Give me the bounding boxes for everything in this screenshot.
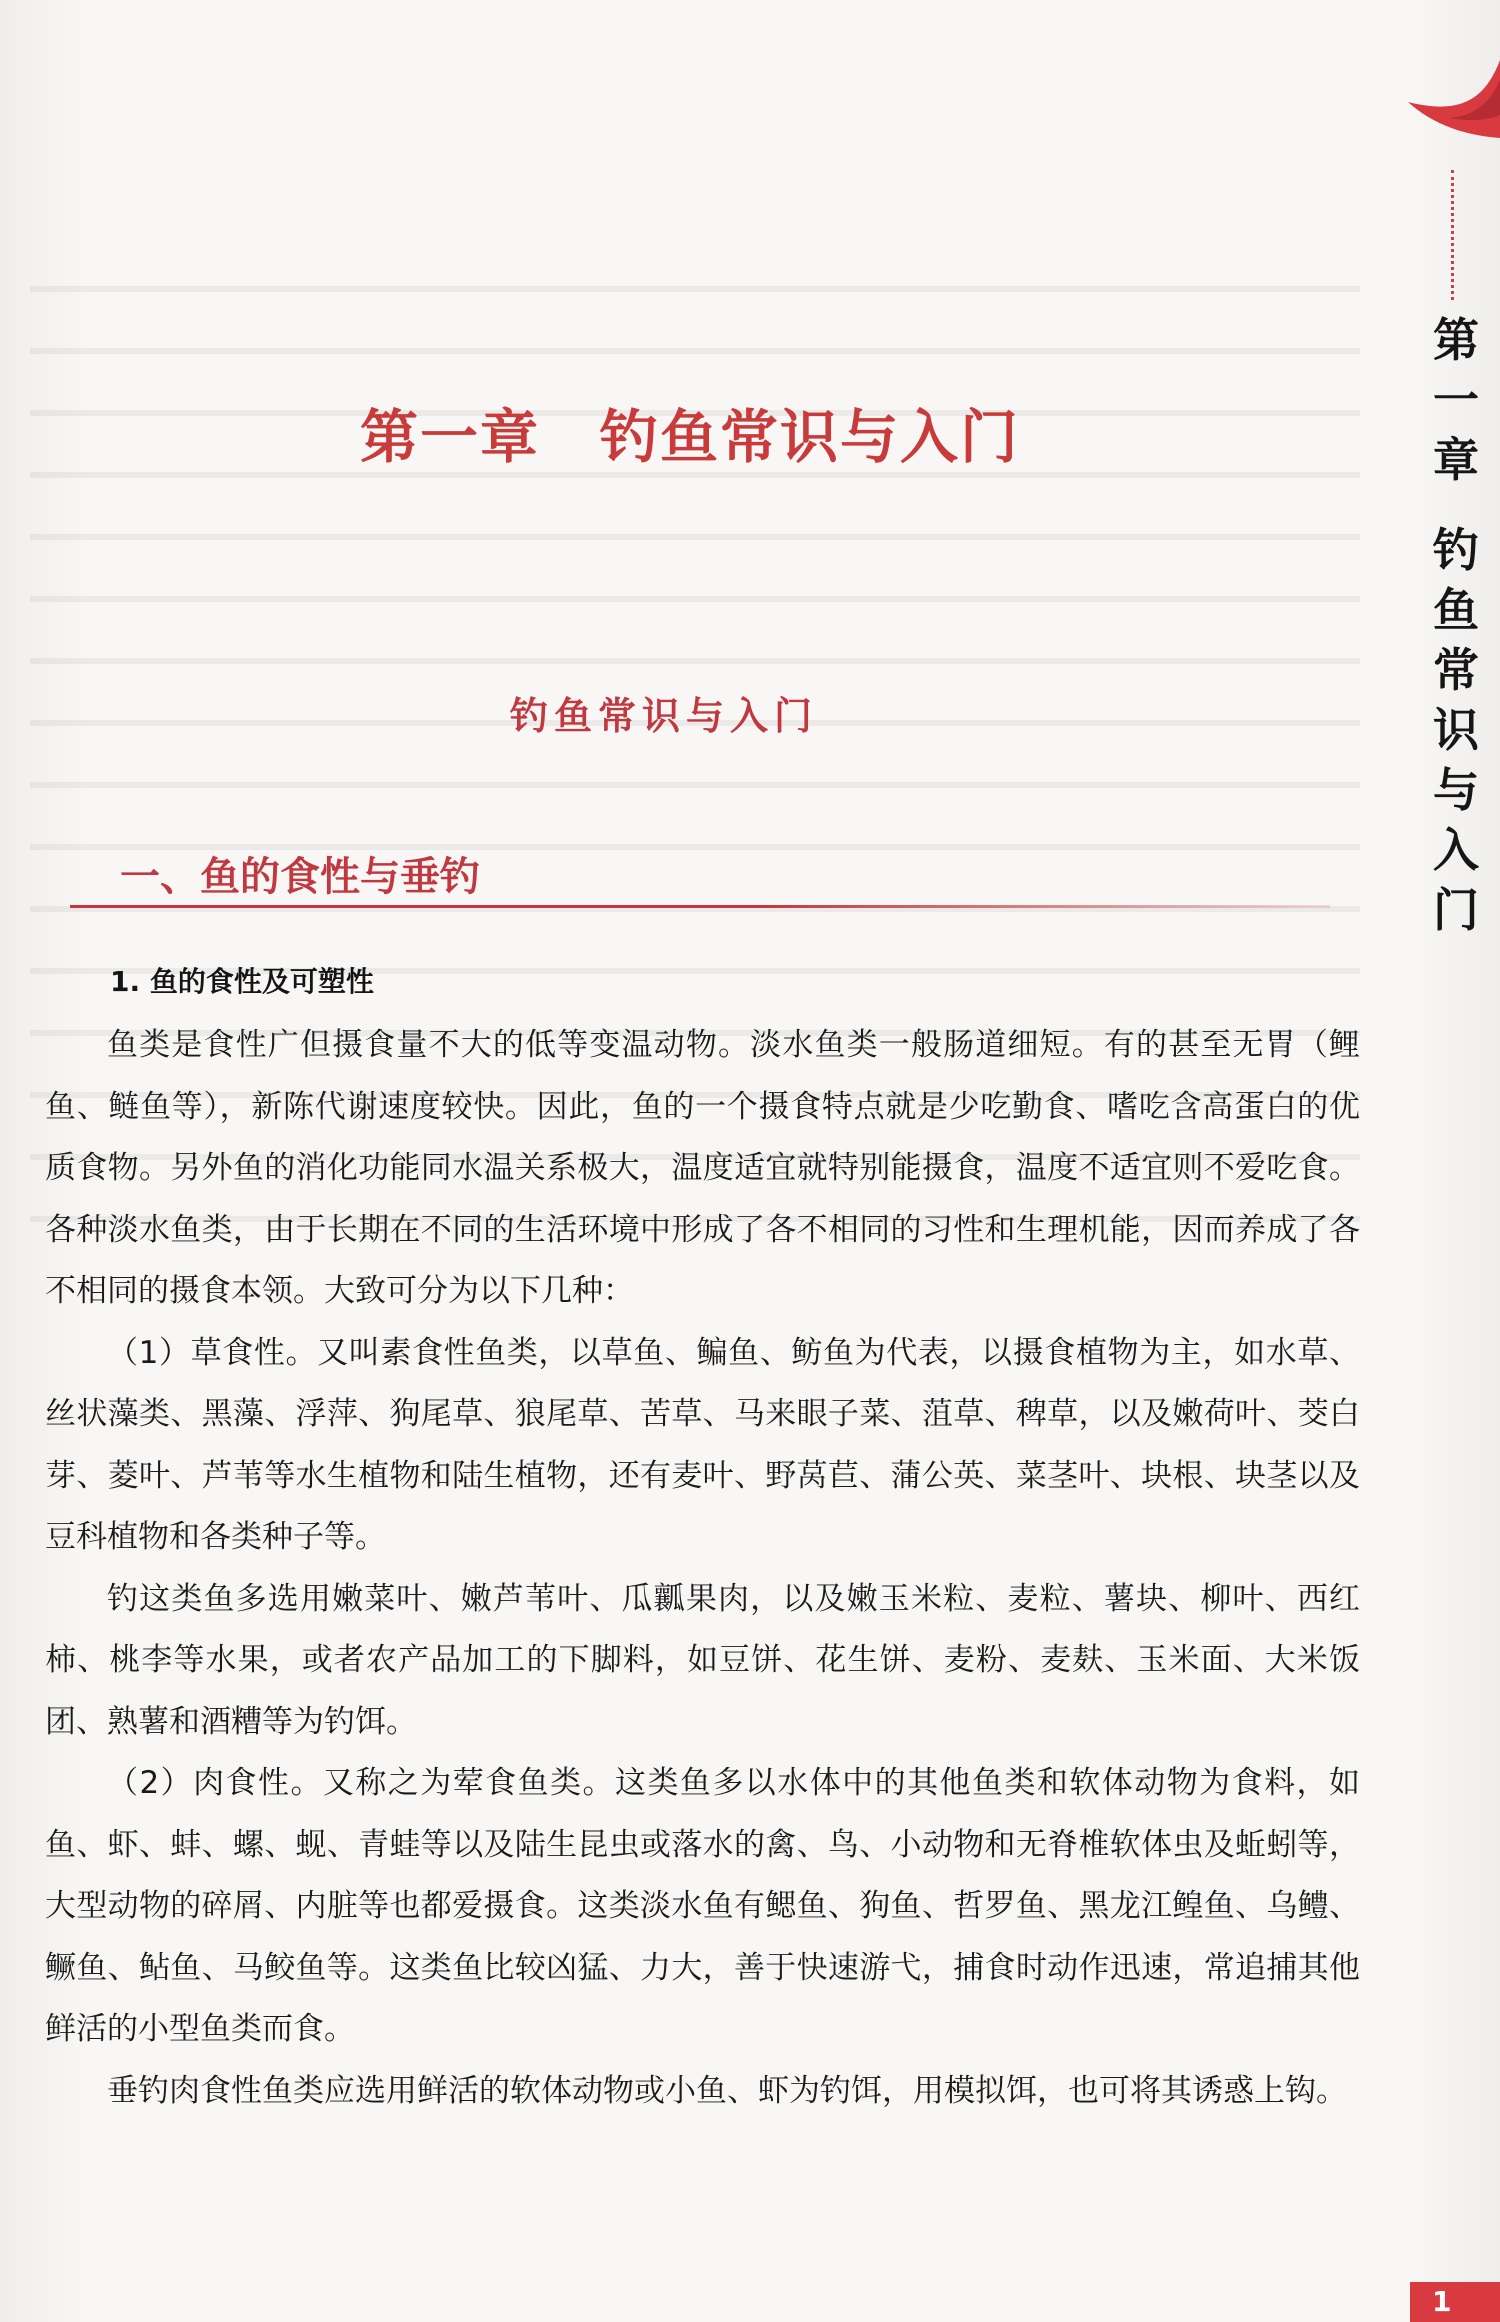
subsection-heading: 1. 鱼的食性及可塑性 xyxy=(110,965,374,998)
chapter-name: 钓鱼常识与入门 xyxy=(600,403,1021,471)
chapter-side-tab xyxy=(1410,0,1500,2322)
paragraph-carnivore: （2）肉食性。又称之为荤食鱼类。这类鱼多以水体中的其他鱼类和软体动物为食料，如鱼、虾、蚌、螺、蚬、青蛙等以及陆生昆虫或落水的禽、鸟、小动物和无脊椎软体虫及蚯蚓等，大型动物的碎屑、内脏等也都爱摄食。这类淡水鱼有鳃鱼、狗鱼、哲罗鱼、黑龙江鳇鱼、乌鳢、鳜鱼、鲇鱼、马鲛鱼等。这类鱼比较凶猛、力大，善于快速游弋，捕食时动作迅速，常追捕其他鲜活的小型鱼类而食。 xyxy=(45,1765,1360,2047)
vertical-chapter-label: 第一章 xyxy=(1433,313,1479,487)
dotted-divider xyxy=(1451,170,1454,300)
section-heading: 一、鱼的食性与垂钓 xyxy=(120,854,480,900)
page-number: 1 xyxy=(1410,2282,1500,2322)
chapter-number: 第一章 xyxy=(360,403,541,471)
decorative-subtitle: 钓鱼常识与入门 xyxy=(510,694,819,738)
paragraph-intro: 鱼类是食性广但摄食量不大的低等变温动物。淡水鱼类一般肠道细短。有的甚至无胃（鲤鱼、鲢鱼等），新陈代谢速度较快。因此，鱼的一个摄食特点就是少吃勤食、嗜吃含高蛋白的优质食物。另外鱼的消化功能同水温关系极大，温度适宜就特别能摄食，温度不适宜则不爱吃食。各种淡水鱼类，由于长期在不同的生活环境中形成了各不相同的习性和生理机能，因而养成了各不相同的摄食本领。大致可分为以下几种： xyxy=(45,1027,1360,1309)
paragraph-carnivore-bait: 垂钓肉食性鱼类应选用鲜活的软体动物或小鱼、虾为钓饵，用模拟饵，也可将其诱惑上钩。 xyxy=(107,2072,1347,2109)
fish-tail-icon xyxy=(1390,60,1500,170)
vertical-chapter-name: 钓鱼常识与入门 xyxy=(1433,523,1479,937)
vertical-chapter-heading xyxy=(1426,310,1486,940)
paragraph-herbivore-bait: 钓这类鱼多选用嫩菜叶、嫩芦苇叶、瓜瓤果肉，以及嫩玉米粒、麦粒、薯块、柳叶、西红柿、桃李等水果，或者农产品加工的下脚料，如豆饼、花生饼、麦粉、麦麸、玉米面、大米饭团、熟薯和酒糟等为钓饵。 xyxy=(45,1580,1360,1740)
chapter-title xyxy=(360,390,1020,474)
section-underline xyxy=(70,905,1330,908)
body-text xyxy=(45,1015,1360,2122)
paragraph-herbivore: （1）草食性。又叫素食性鱼类，以草鱼、鳊鱼、鲂鱼为代表，以摄食植物为主，如水草、丝状藻类、黑藻、浮萍、狗尾草、狼尾草、苦草、马来眼子菜、菹草、稗草，以及嫩荷叶、茭白芽、菱叶、芦苇等水生植物和陆生植物，还有麦叶、野莴苣、蒲公英、菜茎叶、块根、块茎以及豆科植物和各类种子等。 xyxy=(45,1334,1360,1555)
